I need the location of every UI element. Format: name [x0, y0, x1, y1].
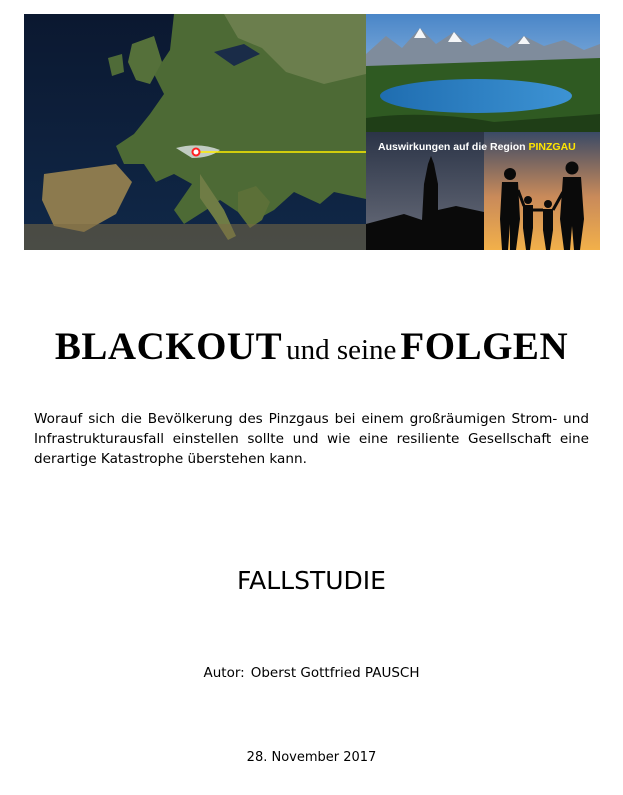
author-label: Autor: — [203, 665, 245, 681]
europe-map-image — [24, 14, 366, 250]
banner-caption-prefix: Auswirkungen auf die Region — [378, 141, 529, 153]
title-connector: und seine — [286, 334, 397, 366]
banner-caption — [378, 141, 576, 153]
location-marker-icon — [193, 149, 200, 156]
title-word-blackout: BLACKOUT — [54, 325, 283, 368]
banner-caption-highlight: PINZGAU — [528, 141, 576, 153]
intro-paragraph: Worauf sich die Bevölkerung des Pinzgaus bei einem großräumigen Strom- und Infrastrukturausfall einstellen sollte und wie eine resiliente Gesellschaft eine derartige Katastrophe überstehen kann. — [34, 411, 589, 467]
document-type-heading: FALLSTUDIE — [237, 566, 386, 595]
publication-date: 28. November 2017 — [246, 750, 377, 765]
page-title — [0, 324, 623, 369]
title-word-folgen: FOLGEN — [400, 325, 569, 368]
author-line — [0, 665, 623, 681]
author-name: Oberst Gottfried PAUSCH — [250, 665, 420, 681]
cover-banner — [24, 14, 600, 250]
